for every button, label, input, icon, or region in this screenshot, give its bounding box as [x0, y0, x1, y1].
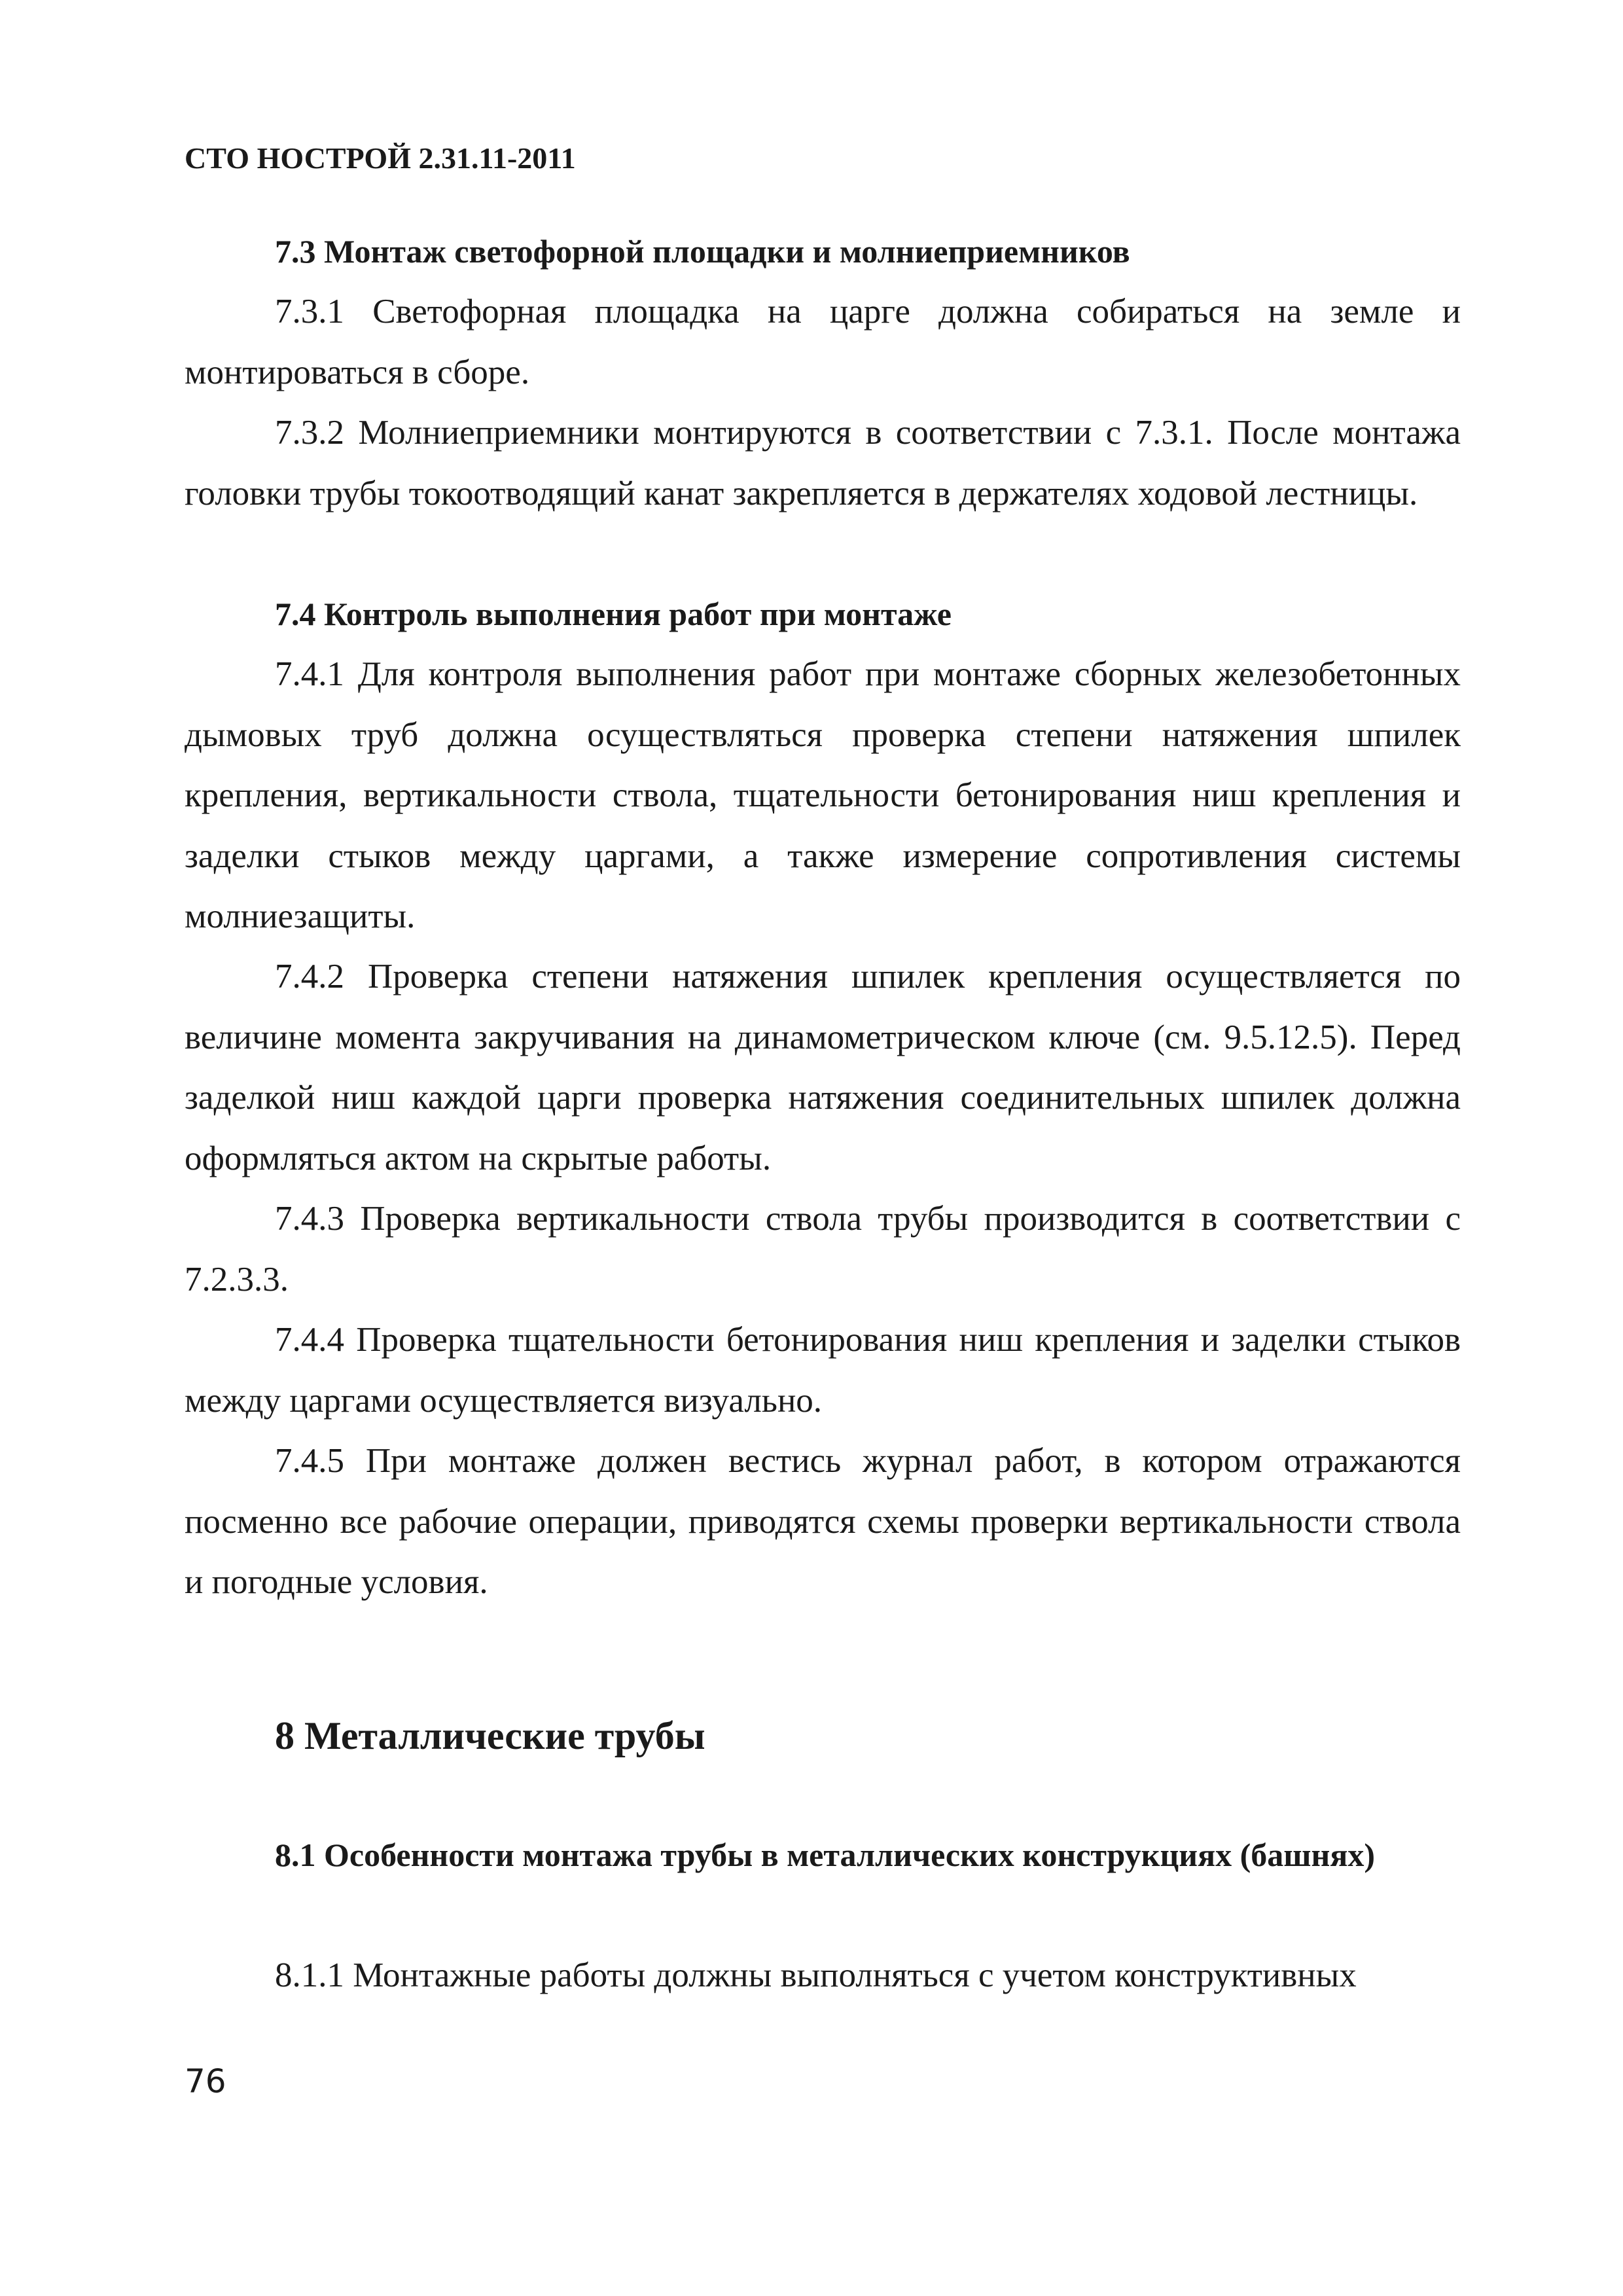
section-7-3-heading: 7.3 Монтаж светофорной площадки и молниеприемников: [275, 233, 1130, 270]
paragraph-7-4-5: 7.4.5 При монтаже должен вестись журнал работ, в котором отражаются посменно все рабочие операции, приводятся схемы проверки вертикальности ствола и погодные условия.: [185, 1442, 1461, 1601]
paragraph-7-4-4: 7.4.4 Проверка тщательности бетонирования ниш крепления и заделки стыков между царгами осуществляется визуально.: [185, 1321, 1461, 1420]
section-8-heading: 8 Металлические трубы: [275, 1714, 705, 1757]
section-8-1-heading: 8.1 Особенности монтажа трубы в металлических конструкциях (башнях): [275, 1837, 1376, 1873]
paragraph-7-3-1: 7.3.1 Светофорная площадка на царге должна собираться на земле и монтироваться в сборе.: [185, 293, 1461, 391]
paragraph-7-3-2: 7.3.2 Молниеприемники монтируются в соответствии с 7.3.1. После монтажа головки трубы токоотводящий канат закрепляется в держателях ходовой лестницы.: [185, 414, 1461, 512]
paragraph-7-4-2: 7.4.2 Проверка степени натяжения шпилек крепления осуществляется по величине момента закручивания на динамометрическом ключе (см. 9.5.12.5). Перед заделкой ниш каждой царги проверка натяжения соединительных шпилек должна оформляться актом на скрытые работы.: [185, 958, 1461, 1177]
paragraph-8-1-1: 8.1.1 Монтажные работы должны выполняться с учетом конструктивных: [275, 1956, 1357, 1994]
paragraph-7-4-1: 7.4.1 Для контроля выполнения работ при монтаже сборных железобетонных дымовых труб должна осуществляться проверка степени натяжения шпилек крепления, вертикальности ствола, тщательности бетонирования ниш крепления и заделки стыков между царгами, а также измерение сопротивления системы молниезащиты.: [185, 655, 1461, 935]
paragraph-7-4-3: 7.4.3 Проверка вертикальности ствола трубы производится в соответствии с 7.2.3.3.: [185, 1200, 1461, 1299]
page-number: 76: [185, 2062, 226, 2100]
document-header: СТО НОСТРОЙ 2.31.11-2011: [185, 141, 576, 175]
section-7-4-heading: 7.4 Контроль выполнения работ при монтаже: [275, 596, 952, 632]
